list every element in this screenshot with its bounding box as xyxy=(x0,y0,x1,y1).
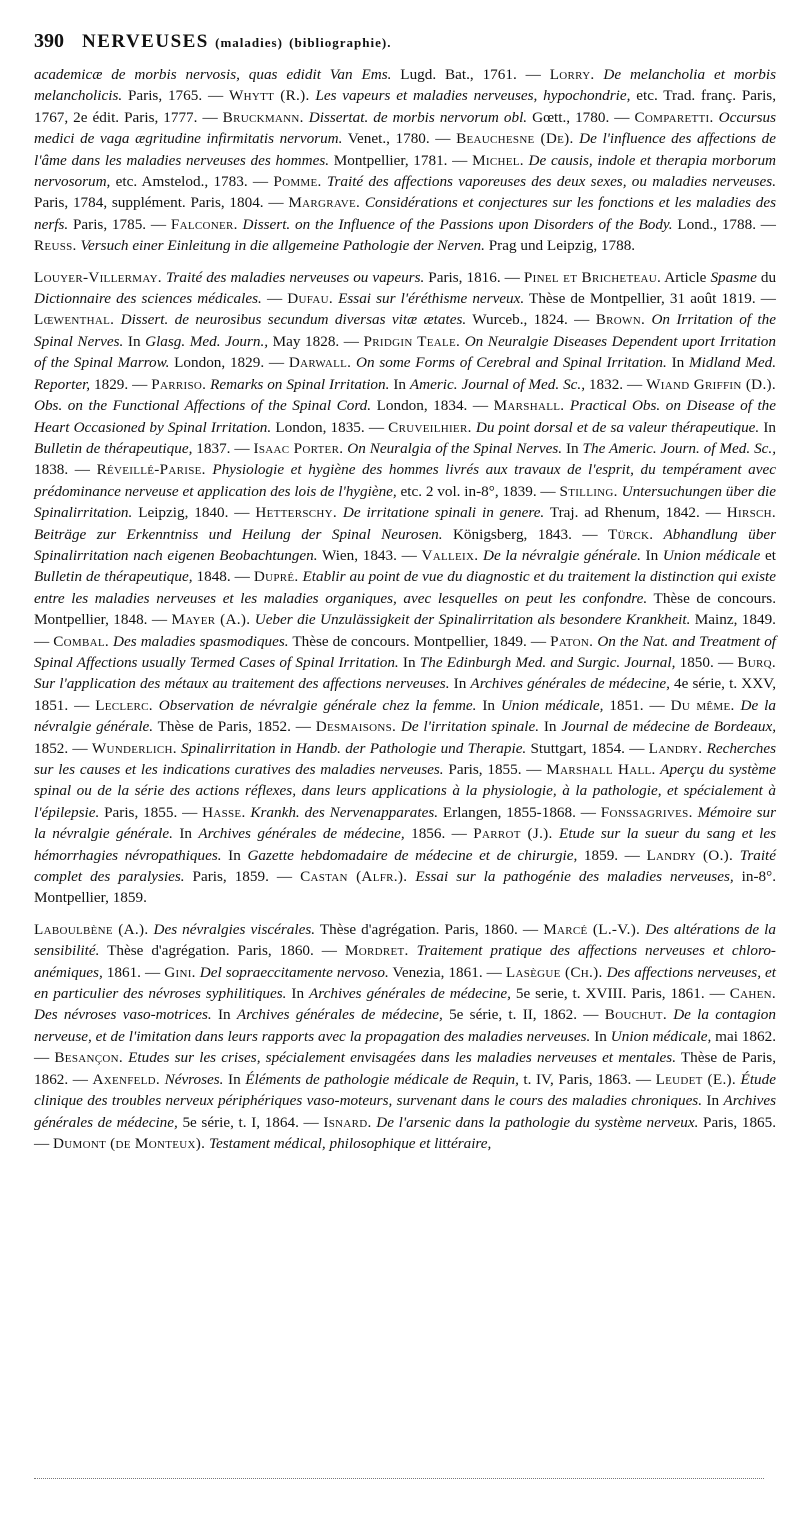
author-name: Dupré. xyxy=(253,568,299,586)
citation-text: Montpellier, 1781. — xyxy=(329,151,473,169)
author-name: Lasègue (Ch.). xyxy=(505,963,603,981)
citation-text: Gœtt., 1780. — xyxy=(527,108,635,126)
citation-text: — xyxy=(261,290,288,308)
citation-text: Lond., 1788. — xyxy=(672,215,776,233)
journal-title: Journal de médecine de Bordeaux, xyxy=(561,718,777,736)
author-name: Valleix. xyxy=(421,546,479,564)
author-name: Hirsch. xyxy=(726,504,776,522)
citation-text: Paris, 1855. — xyxy=(99,803,203,821)
citation-text: Wien, 1843. — xyxy=(317,546,422,564)
citation-text: 1856. — xyxy=(404,825,474,843)
journal-title: Archives générales de médecine, xyxy=(34,1092,777,1131)
footer-rule xyxy=(34,1478,764,1479)
journal-title: Glasg. Med. Journ., xyxy=(145,332,269,350)
author-name: Wunderlich. xyxy=(91,739,177,757)
journal-title: Americ. Journal of Med. Sc., xyxy=(409,375,586,393)
citation-text: 1848. — xyxy=(192,568,254,586)
author-name: Louyer-Villermay. xyxy=(34,268,162,286)
author-name: Hasse. xyxy=(202,803,246,821)
bibliography-entry xyxy=(202,804,601,821)
author-name: Marshall. xyxy=(493,397,565,415)
author-name: Laboulbène (A.). xyxy=(34,920,149,938)
bibliography-entry xyxy=(34,66,550,83)
author-name: Margrave. xyxy=(288,194,361,212)
work-title: Del sopraeccitamente nervoso. xyxy=(195,963,389,981)
citation-text: Traj. ad Rhenum, 1842. — xyxy=(544,504,727,522)
citation-text: In xyxy=(449,675,471,693)
citation-text: etc. Trad. franç. Paris, 1767, 2e édit. Paris, 1777. — xyxy=(34,87,777,126)
citation-text: etc. 2 vol. in-8°, 1839. — xyxy=(396,482,560,500)
author-name: Comparetti. xyxy=(634,108,714,126)
page-number: 390 xyxy=(34,30,64,52)
work-title: On Neuralgie Diseases Dependent uport Irritation of the Spinal Marrow. xyxy=(34,332,776,372)
author-name: Marcé (L.-V.). xyxy=(543,920,641,938)
work-title: On some Forms of Cerebral and Spinal Irritation. xyxy=(351,354,667,372)
work-title: De la contagion nerveuse, et de l'imitation dans leurs rapports avec la propagation des maladies nerveuses. xyxy=(34,1006,776,1045)
work-title: Etude sur la sueur du sang et les hémorrhagies névropathiques. xyxy=(34,825,776,864)
citation-text: London, 1829. — xyxy=(169,354,289,372)
citation-text: mai 1862. — xyxy=(34,1027,777,1067)
citation-text: Wurceb., 1824. — xyxy=(466,311,596,329)
work-title: Spinalirritation in Handb. der Pathologie und Therapie. xyxy=(176,739,527,757)
author-name: Burq. xyxy=(737,653,777,671)
author-name: Mayer (A.). xyxy=(171,611,251,629)
bibliography-entry xyxy=(53,633,550,650)
author-name: Leclerc. xyxy=(95,696,153,714)
citation-text: Stuttgart, 1854. — xyxy=(526,739,649,757)
citation-text: 5e serie, t. XVIII. Paris, 1861. — xyxy=(510,985,730,1003)
running-title-sub2: (bibliographie). xyxy=(289,35,392,50)
citation-text: In xyxy=(562,439,583,457)
citation-text: In xyxy=(590,1027,611,1045)
bibliography-entry xyxy=(34,269,524,286)
bibliography-entry xyxy=(255,504,726,521)
citation-text: 1837. — xyxy=(192,439,254,457)
citation-text: et xyxy=(760,546,776,564)
author-name: Mordret. xyxy=(344,942,409,960)
citation-text: In xyxy=(759,418,776,436)
running-title xyxy=(82,31,391,53)
author-name: Isaac Porter. xyxy=(253,439,344,457)
work-title: Practical Obs. on Disease of the Heart Occasioned by Spinal Irritation. xyxy=(34,397,777,436)
journal-title: Archives générales de médecine, xyxy=(198,825,405,843)
bibliography-entry xyxy=(164,964,506,981)
citation-text: Paris, 1785. — xyxy=(68,215,171,233)
work-title: Remarks on Spinal Irritation. xyxy=(206,375,390,393)
author-name: Combal. xyxy=(53,632,109,650)
citation-text: in-8°. Montpellier, 1859. xyxy=(34,868,776,907)
work-title: Mémoire sur la névralgie générale. xyxy=(34,803,776,843)
bibliography-entry xyxy=(92,1071,655,1088)
citation-text: Paris, 1816. — xyxy=(424,268,524,286)
work-title: academicæ de morbis nervosis, quas edidit Van Ems. xyxy=(34,66,392,83)
citation-text: Prag und Leipzig, 1788. xyxy=(484,237,636,255)
work-title: Observation de névralgie générale chez la femme. xyxy=(152,696,477,714)
citation-text: Paris, 1765. — xyxy=(122,87,229,105)
bibliography-entry xyxy=(53,1135,491,1152)
journal-title: Éléments de pathologie médicale de Requin, xyxy=(245,1070,519,1088)
author-name: Axenfeld. xyxy=(92,1070,161,1088)
work-title: Névroses. xyxy=(160,1070,224,1088)
citation-text: Thèse d'agrégation. Paris, 1860. — xyxy=(315,920,544,938)
author-name: Landry. xyxy=(648,739,703,757)
citation-text: Thèse de Paris, 1862. — xyxy=(34,1049,777,1088)
author-name: Lorry. xyxy=(549,66,595,83)
citation-text: In xyxy=(286,985,310,1003)
work-title: Traité des affections vaporeuses des deux sexes, ou maladies nerveuses. xyxy=(321,173,776,191)
author-name: Dufau. xyxy=(287,290,333,308)
citation-text: Paris, 1855. — xyxy=(443,761,547,778)
author-name: Hetterschy. xyxy=(255,504,337,522)
journal-title: Dictionnaire des sciences médicales. xyxy=(34,290,262,308)
journal-title: Union médicale xyxy=(662,546,761,564)
citation-text: 1861. — xyxy=(102,963,165,981)
work-title: Ueber die Unzulässigkeit der Spinalirritation als besondere Krankheit. xyxy=(250,611,691,629)
running-header xyxy=(34,30,776,58)
citation-text: In xyxy=(223,1070,246,1088)
citation-text: 5e série, t. II, 1862. — xyxy=(442,1006,605,1024)
journal-title: Gazette hebdomadaire de médecine et de chirurgie, xyxy=(247,846,578,864)
bibliography-entry xyxy=(223,109,635,126)
work-title: Traitement pratique des affections nerveuses et chloro-anémiques, xyxy=(34,942,776,981)
work-title: On Irritation of the Spinal Nerves. xyxy=(34,311,776,350)
author-name: Dumont (de Monteux). xyxy=(52,1134,206,1152)
author-name: Besançon. xyxy=(54,1049,123,1067)
work-title: Des névralgies viscérales. xyxy=(148,920,316,938)
bibliography-paragraph xyxy=(34,267,776,909)
work-title: On Neuralgia of the Spinal Nerves. xyxy=(343,439,563,457)
citation-text: London, 1835. — xyxy=(271,418,389,436)
citation-text: In xyxy=(221,846,248,864)
author-name: Fonssagrives. xyxy=(600,803,693,821)
bibliography-body xyxy=(34,64,776,1154)
citation-text: Paris, 1784, supplément. Paris, 1804. — xyxy=(34,194,289,212)
bibliography-entry xyxy=(34,237,635,254)
journal-title: Union médicale, xyxy=(610,1027,712,1045)
citation-text: Paris, 1865. — xyxy=(34,1113,777,1152)
work-title: Beiträge zur Erkenntniss und Heilung der Spinal Neurosen. xyxy=(34,525,443,543)
citation-text: Thèse d'agrégation. Paris, 1860. — xyxy=(99,942,345,960)
citation-text: 4e série, t. XXV, 1851. — xyxy=(34,675,776,714)
author-name: Castan (Alfr.). xyxy=(300,868,408,886)
running-title-sub1: (maladies) xyxy=(215,35,283,50)
journal-title: Bulletin de thérapeutique, xyxy=(34,568,193,586)
author-name: Wiand Griffin (D.). xyxy=(646,375,776,393)
author-name: Beauchesne (De). xyxy=(456,130,574,148)
work-title: Des affections nerveuses, et en particulier des névroses syphilitiques. xyxy=(34,963,776,1003)
author-name: Pomme. xyxy=(273,173,322,191)
bibliography-entry xyxy=(287,290,776,307)
work-title: De l'irritation spinale. xyxy=(396,718,540,736)
author-name: Marshall Hall. xyxy=(546,761,656,778)
author-name: Réveillé-Parise. xyxy=(96,461,206,479)
work-title: Dissert. de neurosibus secundum diversas vitæ ætates. xyxy=(114,311,467,329)
work-title: De la névralgie générale. xyxy=(478,546,641,564)
citation-text: 1850. — xyxy=(675,653,738,671)
author-name: Michel. xyxy=(472,151,524,169)
citation-text: In xyxy=(640,546,663,564)
work-title: Physiologie et hygiène des hommes livrés aux travaux de l'esprit, du tempérament avec prédominance nerveuse et application des lois de l'hygiène, xyxy=(34,461,776,500)
citation-text: Lugd. Bat., 1761. — xyxy=(391,66,550,83)
work-title: Sur l'application des métaux au traitement des affections nerveuses. xyxy=(34,675,450,693)
journal-title: Archives générales de médecine, xyxy=(309,985,511,1003)
work-title: Des névroses vaso-motrices. xyxy=(34,1006,212,1024)
author-name: Desmaisons. xyxy=(315,718,397,736)
author-name: Isnard. xyxy=(323,1113,372,1131)
author-name: Brown. xyxy=(595,311,646,329)
work-title: De melancholia et morbis melancholicis. xyxy=(34,66,776,105)
citation-text: Thèse de concours. Montpellier, 1848. — xyxy=(34,589,776,629)
work-title: Abhandlung über Spinalirritation nach eigenen Beobachtungen. xyxy=(34,525,777,564)
work-title: Les vapeurs et maladies nerveuses, hypochondrie, xyxy=(309,87,631,105)
author-name: Pridgin Teale. xyxy=(363,332,461,350)
citation-text: Thèse de Montpellier, 31 août 1819. — xyxy=(524,290,776,308)
bibliography-entry xyxy=(34,311,596,328)
journal-title: Archives générales de médecine, xyxy=(236,1006,443,1024)
author-name: Darwall. xyxy=(288,354,352,372)
work-title: Des maladies spasmodiques. xyxy=(109,632,289,650)
work-title: De causis, indole et therapia morborum nervosorum, xyxy=(34,151,777,191)
work-title: Traité des maladies nerveuses ou vapeurs. xyxy=(161,268,425,286)
author-name: Türck. xyxy=(607,525,654,543)
work-title: De la névralgie générale. xyxy=(34,696,776,736)
bibliography-entry xyxy=(34,921,543,938)
citation-text: In xyxy=(702,1092,724,1110)
work-title: Etudes sur les crises, spécialement envisagées dans les maladies nerveuses et mentales. xyxy=(122,1049,676,1067)
citation-text: Article xyxy=(661,268,711,286)
author-name: Lœwenthal. xyxy=(34,311,115,329)
work-title: On the Nat. and Treatment of Spinal Affections usually Termed Cases of Spinal Irritation. xyxy=(34,632,777,671)
citation-text: Thèse de concours. Montpellier, 1849. — xyxy=(288,632,551,650)
work-title: Essai sur l'éréthisme nerveux. xyxy=(332,290,525,308)
author-name: Stilling. xyxy=(559,482,618,500)
citation-text: 1852. — xyxy=(34,739,92,757)
work-title: Dissertat. de morbis nervorum obl. xyxy=(303,108,528,126)
citation-text: In xyxy=(123,332,146,350)
work-title: Testament médical, philosophique et littéraire, xyxy=(205,1134,492,1152)
author-name: Leudet (E.). xyxy=(655,1070,737,1088)
journal-title: The Edinburgh Med. and Surgic. Journal, xyxy=(419,653,676,671)
citation-text: In xyxy=(398,653,420,671)
citation-text: Paris, 1859. — xyxy=(184,868,301,886)
work-title: Considérations et conjectures sur les fonctions et les maladies des nerfs. xyxy=(34,194,776,233)
work-title: Untersuchungen über die Spinalirritation. xyxy=(34,482,777,522)
author-name: Gini. xyxy=(164,963,196,981)
citation-text: Erlangen, 1855-1868. — xyxy=(438,803,601,821)
author-name: Bouchut. xyxy=(604,1006,667,1024)
citation-text: In xyxy=(211,1006,237,1024)
citation-text: t. IV, Paris, 1863. — xyxy=(518,1070,656,1088)
work-title: De l'arsenic dans la pathologie du système nerveux. xyxy=(371,1113,699,1131)
citation-text: In xyxy=(666,354,689,372)
author-name: Du même. xyxy=(670,696,735,714)
author-name: Reuss. xyxy=(34,237,77,255)
journal-title: Union médicale, xyxy=(500,696,604,714)
citation-text: Venet., 1780. — xyxy=(342,130,457,148)
bibliography-entry xyxy=(92,740,649,757)
work-title: De irritatione spinali in genere. xyxy=(336,504,545,522)
citation-text: 1832. — xyxy=(585,375,647,393)
journal-title: Bulletin de thérapeutique, xyxy=(34,439,193,457)
citation-text: 1851. — xyxy=(603,696,671,714)
bibliography-entry xyxy=(151,376,646,393)
citation-text: 5e série, t. I, 1864. — xyxy=(177,1113,324,1131)
work-title: Aperçu du système spinal ou de la série des actions réflexes, dans leurs applications à la physiologie, à la pathologie, et spécialement à l'épilepsie. xyxy=(34,761,777,821)
citation-text: May 1828. — xyxy=(268,332,364,350)
work-title: Occursus medici de vaga ægritudine infirmitatis nervorum. xyxy=(34,108,777,148)
work-title: Des altérations de la sensibilité. xyxy=(34,920,776,960)
bibliography-entry xyxy=(171,216,776,233)
journal-title: Spasme xyxy=(710,268,757,286)
citation-text: 1838. — xyxy=(34,461,97,479)
author-name: Cahen. xyxy=(729,985,777,1003)
citation-text: 1829. — xyxy=(90,375,152,393)
work-title: Krankh. des Nervenapparates. xyxy=(245,803,439,821)
bibliography-paragraph xyxy=(34,919,776,1154)
citation-text: In xyxy=(476,696,501,714)
citation-text: London, 1834. — xyxy=(371,397,494,415)
work-title: Etablir au point de vue du diagnostic et du traitement la distinction qui existe entre les maladies nerveuses et les maladies organiques, avec lesquelles on peut les confondre. xyxy=(34,568,777,607)
citation-text: Venezia, 1861. — xyxy=(388,963,506,981)
journal-title: Archives générales de médecine, xyxy=(470,675,670,693)
citation-text: Thèse de Paris, 1852. — xyxy=(153,718,316,736)
bibliography-paragraph xyxy=(34,64,776,257)
running-title-main: NERVEUSES xyxy=(82,31,209,52)
work-title: Essai sur la pathogénie des maladies nerveuses, xyxy=(407,868,734,886)
work-title: Recherches sur les causes et les indications curatives des maladies nerveuses. xyxy=(34,739,776,778)
author-name: Pinel et Bricheteau. xyxy=(523,268,662,286)
citation-text: 1859. — xyxy=(577,846,647,864)
citation-text: In xyxy=(172,825,199,843)
citation-text: Mainz, 1849. — xyxy=(34,611,776,650)
bibliography-entry xyxy=(95,697,670,714)
author-name: Bruckmann. xyxy=(222,108,304,126)
work-title: Du point dorsal et de sa valeur thérapeutique. xyxy=(471,418,760,436)
journal-title: Midland Med. Reporter, xyxy=(34,354,777,393)
citation-text: In xyxy=(539,718,562,736)
work-title: Obs. on the Functional Affections of the Spinal Cord. xyxy=(34,397,372,415)
author-name: Paton. xyxy=(550,632,594,650)
author-name: Cruveilhier. xyxy=(388,418,472,436)
work-title: Dissert. on the Influence of the Passions upon Disorders of the Body. xyxy=(237,215,673,233)
author-name: Parrot (J.). xyxy=(473,825,553,843)
citation-text: etc. Amstelod., 1783. — xyxy=(110,173,274,191)
citation-text: du xyxy=(756,268,777,286)
work-title: Étude clinique des troubles nerveux périphériques vaso-moteurs, survenant dans le cours des maladies chroniques. xyxy=(34,1070,776,1110)
citation-text: In xyxy=(389,375,410,393)
citation-text: Leipzig, 1840. — xyxy=(132,504,256,522)
citation-text: Königsberg, 1843. — xyxy=(442,525,608,543)
journal-title: The Americ. Journ. of Med. Sc., xyxy=(582,439,776,457)
work-title: De l'influence des affections de l'âme dans les maladies nerveuses des hommes. xyxy=(34,130,776,169)
work-title: Traité complet des paralysies. xyxy=(34,846,777,886)
author-name: Falconer. xyxy=(170,215,238,233)
work-title: Versuch einer Einleitung in die allgemeine Pathologie der Nerven. xyxy=(76,237,485,255)
author-name: Landry (O.). xyxy=(646,846,734,864)
author-name: Parriso. xyxy=(151,375,207,393)
author-name: Whytt (R.). xyxy=(228,87,310,105)
